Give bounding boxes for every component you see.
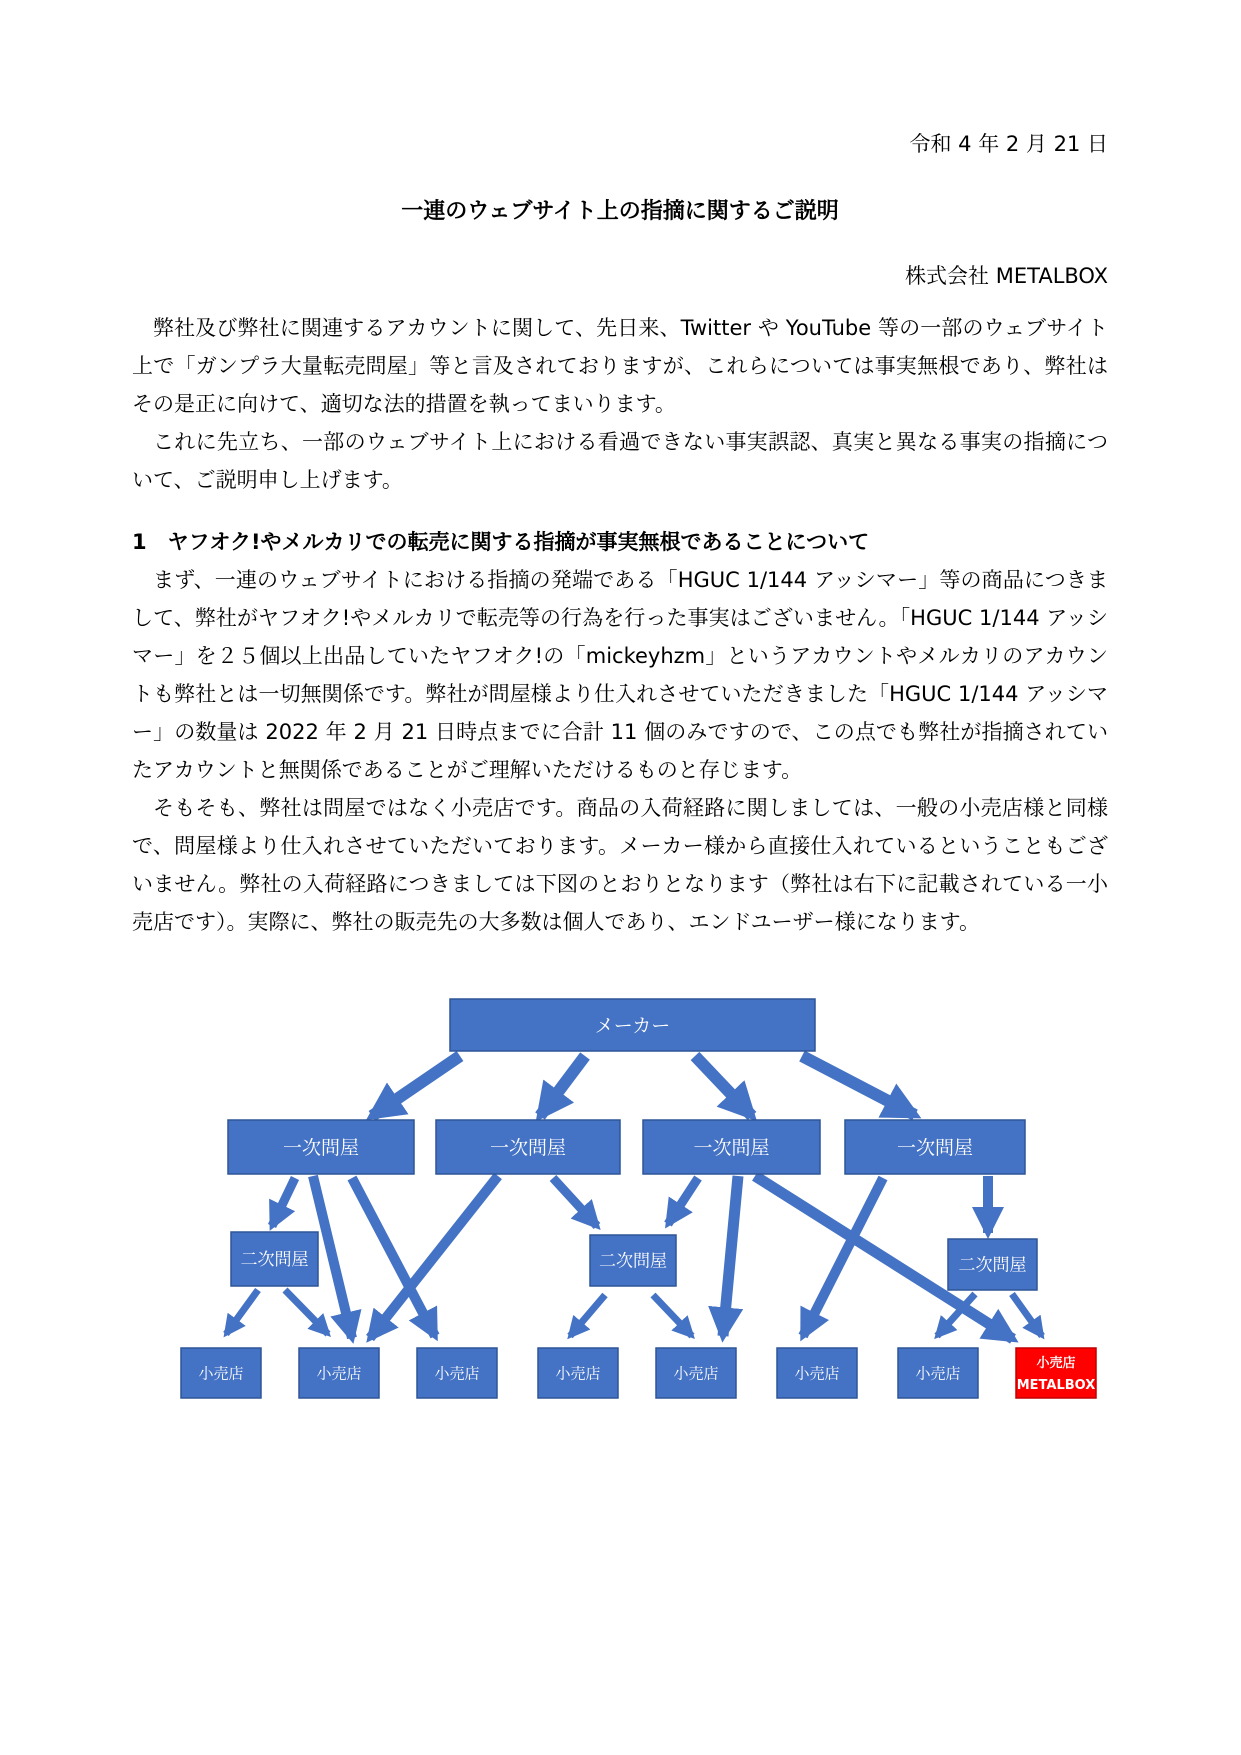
diagram-node-secondary-wholesaler-s1 xyxy=(231,1232,318,1286)
diagram-arrow-p1-r2 xyxy=(313,1176,352,1338)
section1-paragraph-1: まず、一連のウェブサイトにおける指摘の発端である「HGUC 1/144 アッシマー」等の商品につきまして、弊社がヤフオク!やメルカリで転売等の行為を行った事実はございません。「HGUC 1/144 アッシマー」を２５個以上出品していたヤフオク!の「mickeyhzm」というアカウントやメルカリのアカウントも弊社とは一切無関係です。弊社が問屋様より仕入れさせていただきました「HGUC 1/144 アッシマー」の数量は 2022 年 2 月 21 日時点までに合計 11 個のみですので、この点でも弊社が指摘されていたアカウントと無関係であることがご理解いただけるものと存じます。 xyxy=(132,568,1108,782)
document-body xyxy=(132,309,1108,941)
diagram-arrow-maker-p3 xyxy=(695,1056,752,1116)
diagram-node-retailer-r7 xyxy=(898,1348,978,1398)
diagram-arrow-s2-r5 xyxy=(653,1295,692,1336)
section1-heading: 1 ヤフオク!やメルカリでの転売に関する指摘が事実無根であることについて xyxy=(132,530,870,554)
diagram-node-label: 二次問屋 xyxy=(240,1250,309,1271)
diagram-node-primary-wholesaler-p2 xyxy=(436,1120,620,1174)
diagram-arrow-s3-r8 xyxy=(1012,1294,1042,1336)
diagram-node-retailer-r2 xyxy=(299,1348,379,1398)
diagram-node-primary-wholesaler-p1 xyxy=(228,1120,414,1174)
section1-paragraph-2: そもそも、弊社は問屋ではなく小売店です。商品の入荷経路に関しましては、一般の小売店様と同様で、問屋様より仕入れさせていただいております。メーカー様から直接仕入れているということもございません。弊社の入荷経路につきましては下図のとおりとなります（弊社は右下に記載されている一小売店です）。実際に、弊社の販売先の大多数は個人であり、エンドユーザー様になります。 xyxy=(132,796,1108,934)
diagram-node-label: 一次問屋 xyxy=(489,1136,567,1159)
diagram-arrow-p1-s1 xyxy=(272,1178,295,1226)
intro-paragraph-1: 弊社及び弊社に関連するアカウントに関して、先日来、Twitter や YouTube 等の一部のウェブサイト上で「ガンプラ大量転売問屋」等と言及されておりますが、これらについては事実無根であり、弊社はその是正に向けて、適切な法的措置を執ってまいります。 xyxy=(132,316,1108,416)
diagram-node-label-secondary: METALBOX xyxy=(1016,1378,1096,1393)
diagram-arrow-s1-r2 xyxy=(285,1290,328,1334)
diagram-node-retailer-highlight-r8 xyxy=(1016,1348,1096,1398)
diagram-arrow-p4-r6 xyxy=(803,1178,883,1336)
diagram-node-secondary-wholesaler-s3 xyxy=(948,1239,1037,1290)
diagram-node-label: 小売店 xyxy=(1036,1356,1076,1371)
diagram-node-label: 一次問屋 xyxy=(282,1136,360,1159)
diagram-node-retailer-r4 xyxy=(538,1348,618,1398)
document-date: 令和 4 年 2 月 21 日 xyxy=(909,132,1108,156)
diagram-node-retailer-r6 xyxy=(777,1348,857,1398)
diagram-node-label: 小売店 xyxy=(915,1364,961,1383)
intro-paragraph-2: これに先立ち、一部のウェブサイト上における看過できない事実誤認、真実と異なる事実の指摘について、ご説明申し上げます。 xyxy=(132,430,1108,492)
diagram-arrow-maker-p1 xyxy=(372,1056,460,1116)
diagram-arrow-p3-s2 xyxy=(668,1178,698,1224)
diagram-arrow-s1-r1 xyxy=(226,1290,258,1334)
diagram-node-label: 二次問屋 xyxy=(599,1251,667,1272)
diagram-arrow-p3-r5 xyxy=(723,1176,738,1336)
diagram-arrow-p2-s2 xyxy=(553,1178,597,1226)
diagram-arrow-maker-p4 xyxy=(802,1056,915,1115)
diagram-node-label: 小売店 xyxy=(673,1364,719,1383)
diagram-node-label: 一次問屋 xyxy=(693,1136,770,1159)
company-name: 株式会社 METALBOX xyxy=(905,264,1108,288)
diagram-node-label: 二次問屋 xyxy=(958,1255,1027,1276)
diagram-node-retailer-r1 xyxy=(181,1348,261,1398)
diagram-node-label: メーカー xyxy=(594,1014,671,1037)
document-title: 一連のウェブサイト上の指摘に関するご説明 xyxy=(401,199,839,224)
diagram-node-label: 一次問屋 xyxy=(896,1136,974,1159)
diagram-arrow-s2-r4 xyxy=(570,1295,605,1336)
diagram-node-label: 小売店 xyxy=(794,1364,840,1383)
diagram-node-primary-wholesaler-p3 xyxy=(643,1120,820,1174)
diagram-node-retailer-r5 xyxy=(656,1348,736,1398)
diagram-node-primary-wholesaler-p4 xyxy=(845,1120,1025,1174)
diagram-node-maker-maker xyxy=(450,999,815,1051)
diagram-node-label: 小売店 xyxy=(316,1364,362,1383)
diagram-arrow-maker-p2 xyxy=(540,1056,585,1116)
supply-chain-diagram-svg xyxy=(150,986,1120,1426)
supply-chain-diagram xyxy=(150,986,1120,1426)
diagram-node-label: 小売店 xyxy=(555,1364,601,1383)
diagram-node-retailer-r3 xyxy=(417,1348,497,1398)
diagram-node-label: 小売店 xyxy=(434,1364,480,1383)
diagram-node-label: 小売店 xyxy=(198,1364,244,1383)
diagram-node-secondary-wholesaler-s2 xyxy=(590,1235,676,1286)
